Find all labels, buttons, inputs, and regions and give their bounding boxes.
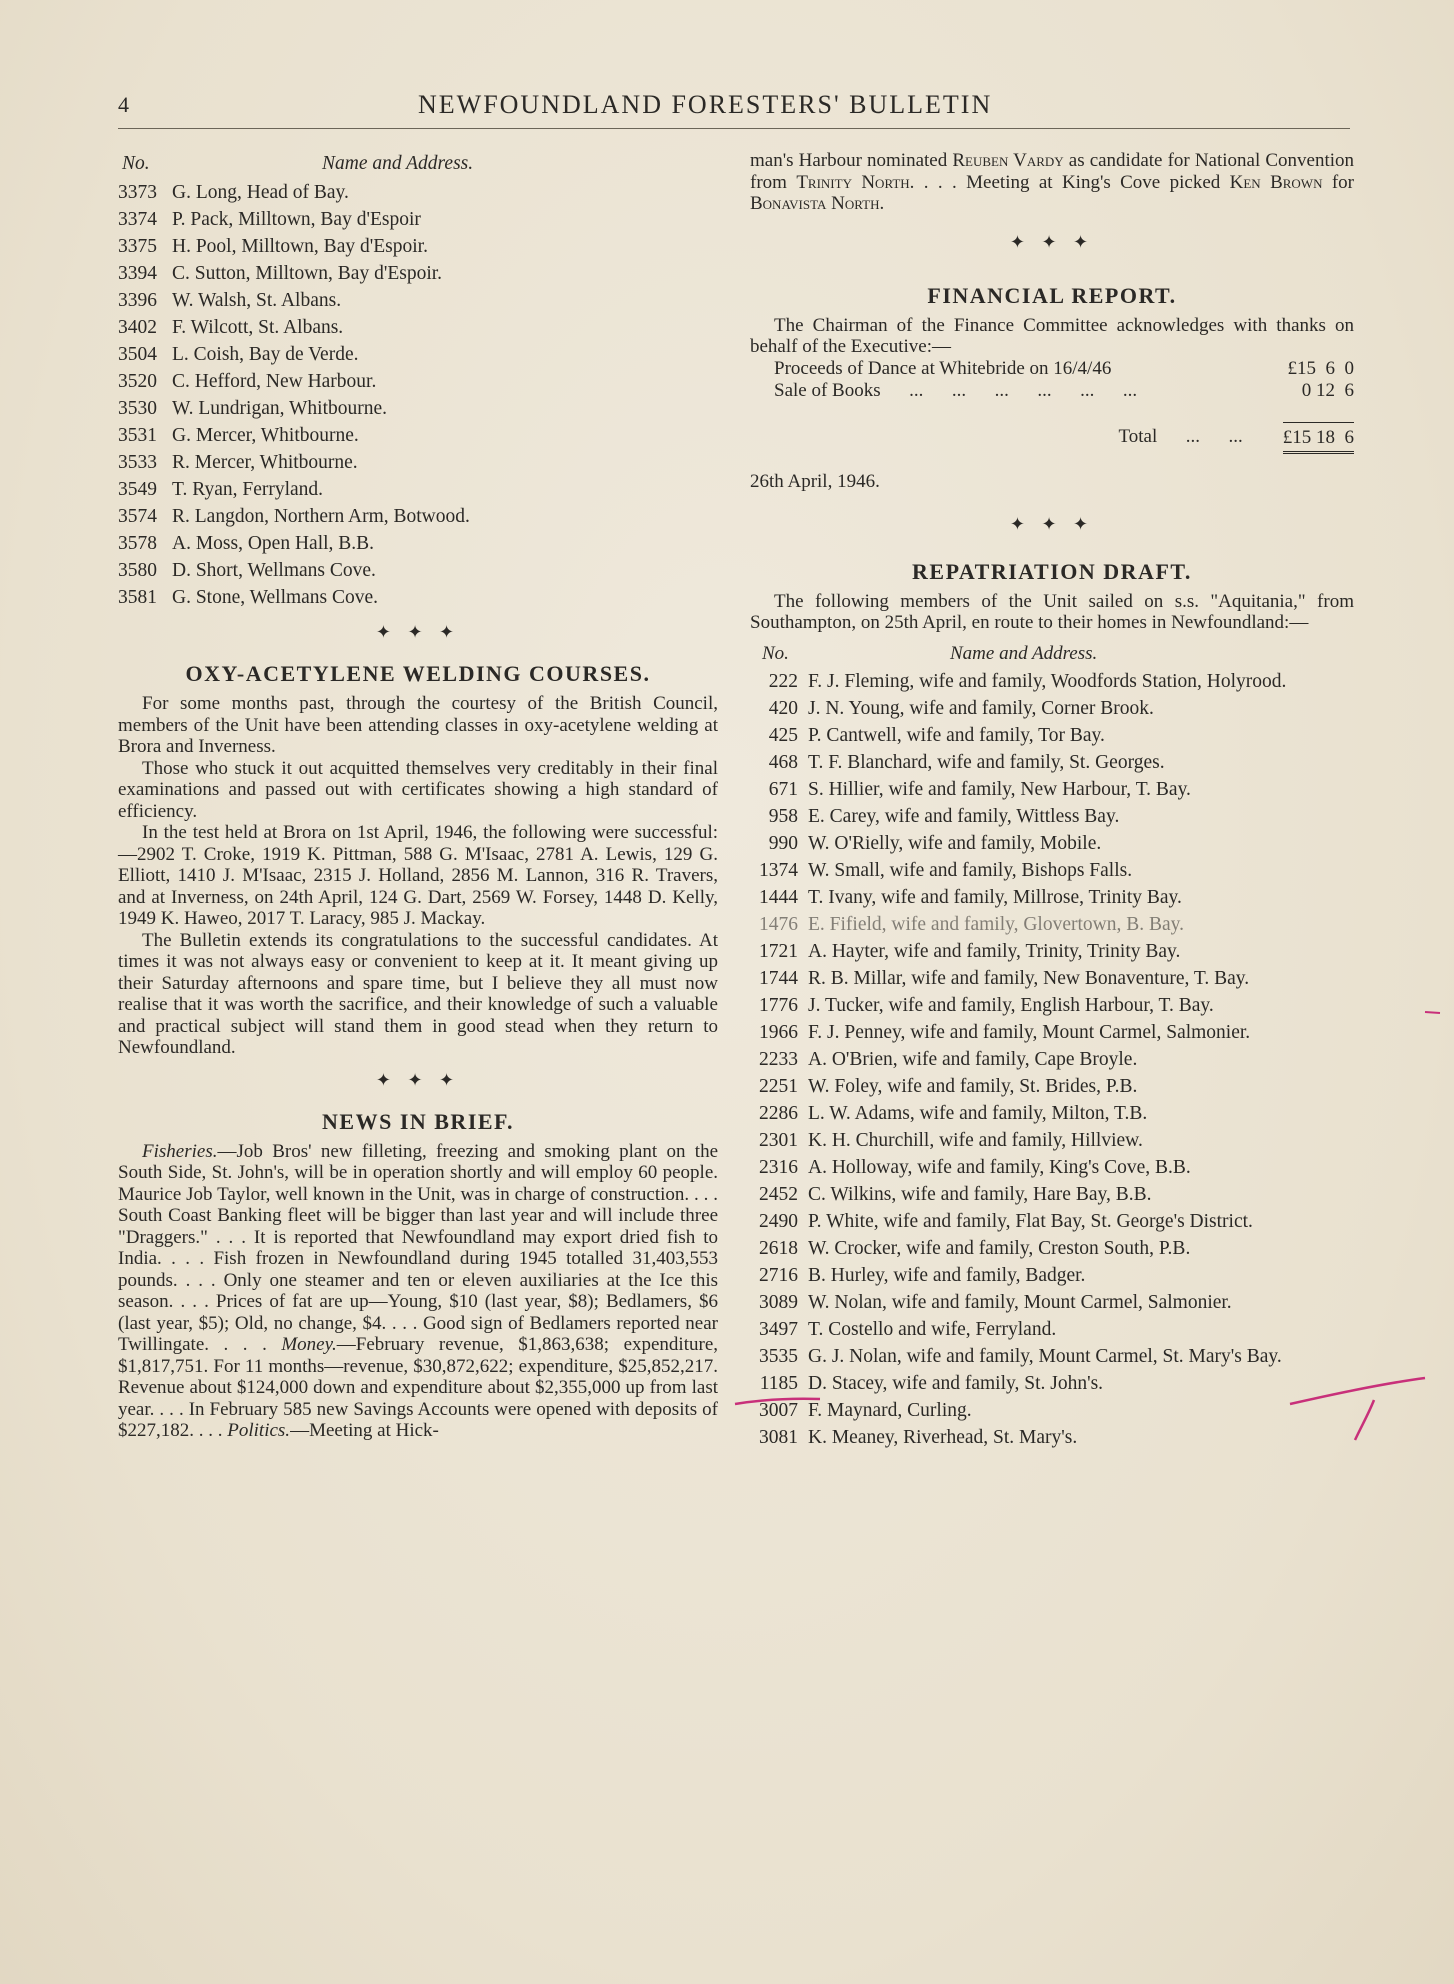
member-number: 2286 — [759, 1102, 798, 1124]
list-item — [750, 1292, 1354, 1314]
list-item — [118, 422, 718, 449]
member-number: 2618 — [759, 1237, 798, 1259]
member-number: 1185 — [759, 1372, 798, 1394]
member-number: 3530 — [118, 398, 157, 419]
member-number: 468 — [768, 751, 798, 773]
member-name-address: L. Coish, Bay de Verde. — [172, 344, 359, 365]
list-item — [750, 1022, 1354, 1044]
line-amount: £15 6 0 — [1287, 357, 1354, 379]
member-number: 1776 — [759, 994, 798, 1016]
repatriation-list — [750, 671, 1354, 1449]
welding-paragraph-4: The Bulletin extends its congratulations to the successful candidates. At times it was not always easy or convenient to keep at it. It meant giving up their Saturday afternoons and spare time, but I believe they all must now realise that it was worth the sacrifice, and their knowledge of such a valuable and practical subject will stand them in good stead when they return to Newfoundland. — [118, 929, 718, 1058]
list-item — [118, 260, 718, 287]
financial-line-books — [750, 380, 1354, 402]
total-label: Total ... ... — [1118, 425, 1243, 447]
member-number: 222 — [768, 670, 798, 692]
member-name-address: A. Moss, Open Hall, B.B. — [172, 533, 375, 554]
member-name-address: F. Wilcott, St. Albans. — [172, 317, 344, 338]
member-name-address: C. Hefford, New Harbour. — [172, 371, 377, 392]
list-item — [750, 1049, 1354, 1071]
list-item — [750, 1265, 1354, 1287]
member-number: 1374 — [759, 859, 798, 881]
member-name-address: K. H. Churchill, wife and family, Hillview. — [808, 1129, 1143, 1151]
member-number: 3533 — [118, 452, 157, 473]
financial-date: 26th April, 1946. — [750, 470, 880, 492]
member-list-header — [118, 150, 718, 177]
member-name-address: E. Fifield, wife and family, Glovertown, B. Bay. — [808, 913, 1185, 935]
col-no-heading: No. — [762, 642, 789, 664]
member-number: 3396 — [118, 290, 157, 311]
financial-line-dance — [750, 358, 1354, 380]
member-name-address: D. Stacey, wife and family, St. John's. — [808, 1372, 1104, 1394]
member-name-address: D. Short, Wellmans Cove. — [172, 560, 376, 581]
right-column — [750, 150, 1354, 1454]
list-item — [118, 395, 718, 422]
welding-title: OXY-ACETYLENE WELDING COURSES. — [185, 661, 651, 686]
col-name-heading: Name and Address. — [322, 153, 474, 174]
member-name-address: F. J. Fleming, wife and family, Woodfords Station, Holyrood. — [808, 670, 1287, 692]
page-header — [118, 88, 1350, 128]
money-text: —February revenue, $1,863,638; expenditure, $1,817,751. For 11 months—revenue, $30,872,622; expenditure, $25,852,217. Revenue about $124,000 down and expenditure about $2,355,000 up from last year. . . . In February 585 new Savings Accounts were opened with deposits of $227,182. . . . — [118, 1334, 719, 1441]
member-number: 2233 — [759, 1048, 798, 1070]
member-name-address: R. B. Millar, wife and family, New Bonaventure, T. Bay. — [808, 967, 1250, 989]
list-item — [750, 752, 1354, 774]
member-name-address: W. Walsh, St. Albans. — [172, 290, 342, 311]
member-name-address: R. Langdon, Northern Arm, Botwood. — [172, 506, 470, 527]
text-run: . . . . Meeting at King's Cove picked — [909, 171, 1230, 193]
member-number: 3520 — [118, 371, 157, 392]
member-name-address: W. Lundrigan, Whitbourne. — [172, 398, 388, 419]
fisheries-label: Fisheries. — [142, 1140, 218, 1162]
member-number: 1444 — [759, 886, 798, 908]
news-title: NEWS IN BRIEF. — [322, 1108, 514, 1134]
member-number: 3497 — [759, 1318, 798, 1340]
line-amount: 0 12 6 — [1301, 379, 1354, 401]
list-item — [750, 1400, 1354, 1422]
list-item — [118, 179, 718, 206]
member-name-address: T. F. Blanchard, wife and family, St. Georges. — [808, 751, 1165, 773]
politics-continued — [750, 150, 1354, 215]
member-number: 1744 — [759, 967, 798, 989]
member-name-address: J. N. Young, wife and family, Corner Brook. — [808, 697, 1154, 719]
financial-total — [750, 422, 1354, 454]
candidate-name: Reuben Vardy — [952, 150, 1064, 171]
member-name-address: P. Pack, Milltown, Bay d'Espoir — [172, 209, 421, 230]
list-item — [750, 914, 1354, 936]
member-name-address: T. Ivany, wife and family, Millrose, Trinity Bay. — [808, 886, 1182, 908]
list-item — [750, 968, 1354, 990]
separator-stars: ✦ ✦ ✦ — [1009, 513, 1095, 534]
member-number: 3504 — [118, 344, 157, 365]
member-number: 3081 — [759, 1426, 798, 1448]
news-paragraph — [118, 1141, 718, 1442]
member-number: 1721 — [759, 940, 798, 962]
welding-paragraph-3: In the test held at Brora on 1st April, 1946, the following were successful:—2902 T. Croke, 1919 K. Pittman, 588 G. M'Isaac, 2781 A. Lewis, 129 G. Elliott, 1410 J. M'Isaac, 2315 J. Holland, 2856 M. Lannon, 316 R. Travers, and at Inverness, on 24th April, 124 G. Dart, 2569 W. Forsey, 1448 D. Kelly, 1949 K. Haweo, 2017 T. Laracy, 985 J. Mackay. — [118, 822, 718, 929]
list-item — [118, 233, 718, 260]
member-name-address: B. Hurley, wife and family, Badger. — [808, 1264, 1086, 1286]
repatriation-intro: The following members of the Unit sailed on s.s. "Aquitania," from Southampton, on 25th April, en route to their homes in Newfoundland:— — [750, 590, 1354, 633]
financial-title: FINANCIAL REPORT. — [927, 282, 1177, 308]
list-item — [118, 476, 718, 503]
member-number: 2251 — [759, 1075, 798, 1097]
list-item — [750, 1211, 1354, 1233]
list-item — [750, 1130, 1354, 1152]
col-no-heading: No. — [122, 153, 150, 174]
member-name-address: P. Cantwell, wife and family, Tor Bay. — [808, 724, 1105, 746]
money-label: Money. — [281, 1334, 337, 1355]
member-number: 3578 — [118, 533, 157, 554]
col-name-heading: Name and Address. — [950, 642, 1098, 664]
welding-paragraph-1: For some months past, through the courtesy of the British Council, members of the Unit have been attending classes in oxy-acetylene welding at Brora and Inverness. — [118, 693, 718, 757]
member-name-address: G. Stone, Wellmans Cove. — [172, 587, 379, 608]
politics-text: —Meeting at Hick- — [290, 1420, 439, 1441]
separator-stars: ✦ ✦ ✦ — [1009, 231, 1095, 252]
pen-tick — [1355, 1400, 1374, 1440]
pen-dash — [1425, 1012, 1440, 1013]
list-item — [750, 1076, 1354, 1098]
member-number: 3402 — [118, 317, 157, 338]
welding-paragraph-2: Those who stuck it out acquitted themselves very creditably in their final examinations and passed out with certificates showing a high standard of efficiency. — [118, 757, 718, 822]
member-number: 1476 — [759, 913, 798, 935]
list-item — [750, 1184, 1354, 1206]
list-item — [750, 725, 1354, 747]
member-number: 3535 — [759, 1345, 798, 1367]
text-run: as candidate for National Convention from — [750, 150, 1355, 193]
list-item — [750, 941, 1354, 963]
member-number: 671 — [768, 778, 798, 800]
list-item — [750, 833, 1354, 855]
member-number: 3581 — [118, 587, 157, 608]
member-name-address: C. Sutton, Milltown, Bay d'Espoir. — [172, 263, 443, 284]
list-item — [750, 1238, 1354, 1260]
page-number: 4 — [118, 92, 129, 117]
repatriation-list-header — [750, 640, 1354, 667]
list-item — [750, 1373, 1354, 1395]
list-item — [750, 779, 1354, 801]
list-item — [118, 449, 718, 476]
list-item — [750, 806, 1354, 828]
list-item — [750, 1346, 1354, 1368]
line-label: Proceeds of Dance at Whitebride on 16/4/46 — [774, 357, 1112, 379]
member-list — [118, 179, 718, 611]
member-number: 3549 — [118, 479, 157, 500]
member-number: 2452 — [759, 1183, 798, 1205]
text-run: man's Harbour nominated — [750, 150, 953, 171]
member-name-address: A. Holloway, wife and family, King's Cove, B.B. — [808, 1156, 1191, 1178]
member-number: 3089 — [759, 1291, 798, 1313]
list-item — [750, 671, 1354, 693]
district-name: Bonavista North — [750, 193, 880, 214]
member-number: 2301 — [759, 1129, 798, 1151]
member-number: 3531 — [118, 425, 157, 446]
district-name: Trinity North — [796, 171, 910, 193]
member-number: 2490 — [759, 1210, 798, 1232]
member-number: 990 — [768, 832, 798, 854]
member-name-address: G. Mercer, Whitbourne. — [172, 425, 359, 446]
member-name-address: F. J. Penney, wife and family, Mount Carmel, Salmonier. — [808, 1021, 1251, 1043]
member-name-address: T. Ryan, Ferryland. — [172, 479, 324, 500]
list-item — [750, 995, 1354, 1017]
member-name-address: K. Meaney, Riverhead, St. Mary's. — [808, 1426, 1078, 1448]
list-item — [118, 368, 718, 395]
list-item — [118, 530, 718, 557]
member-name-address: A. O'Brien, wife and family, Cape Broyle. — [808, 1048, 1138, 1070]
repatriation-title: REPATRIATION DRAFT. — [912, 558, 1192, 584]
member-name-address: T. Costello and wife, Ferryland. — [808, 1318, 1057, 1340]
list-item — [118, 314, 718, 341]
list-item — [118, 341, 718, 368]
list-item — [118, 287, 718, 314]
member-name-address: W. Foley, wife and family, St. Brides, P.B. — [808, 1075, 1138, 1097]
member-number: 958 — [768, 805, 798, 827]
fisheries-text: —Job Bros' new filleting, freezing and smoking plant on the South Side, St. John's, will be in operation shortly and will employ 60 people. Maurice Job Taylor, well known in the Unit, was in charge of construction. . . . South Coast Banking fleet will be bigger than last year and will include three "Draggers." . . . It is reported that Newfoundland may export dried fish to India. . . . Fish frozen in Newfoundland during 1945 totalled 31,403,553 pounds. . . . Only one steamer and ten or eleven auxiliaries at the Ice this season. . . . Prices of fat are up—Young, $10 (last year, $8); Bedlamers, $6 (last year, $5); Old, no change, $4. . . . Good sign of Bedlamers reported near Twillingate. . . . — [118, 1140, 718, 1355]
list-item — [750, 1157, 1354, 1179]
candidate-name: Ken Brown — [1229, 171, 1323, 193]
separator-stars: ✦ ✦ ✦ — [375, 622, 461, 642]
list-item — [118, 584, 718, 611]
member-number: 3574 — [118, 506, 157, 527]
member-number: 3375 — [118, 236, 157, 257]
member-name-address: W. Small, wife and family, Bishops Falls. — [808, 859, 1133, 881]
politics-label: Politics. — [227, 1420, 291, 1441]
member-name-address: F. Maynard, Curling. — [808, 1399, 972, 1421]
list-item — [118, 206, 718, 233]
member-number: 3373 — [118, 182, 157, 203]
text-run: . — [879, 193, 885, 214]
member-name-address: W. Crocker, wife and family, Creston South, P.B. — [808, 1237, 1191, 1259]
member-name-address: W. Nolan, wife and family, Mount Carmel, Salmonier. — [808, 1291, 1232, 1313]
financial-intro: The Chairman of the Finance Committee acknowledges with thanks on behalf of the Executive:— — [750, 314, 1354, 357]
member-name-address: W. O'Rielly, wife and family, Mobile. — [808, 832, 1102, 854]
member-name-address: P. White, wife and family, Flat Bay, St. George's District. — [808, 1210, 1253, 1232]
running-title: NEWFOUNDLAND FORESTERS' BULLETIN — [418, 90, 993, 119]
member-number: 3374 — [118, 209, 157, 230]
list-item — [118, 557, 718, 584]
member-name-address: G. J. Nolan, wife and family, Mount Carmel, St. Mary's Bay. — [808, 1345, 1282, 1367]
member-name-address: C. Wilkins, wife and family, Hare Bay, B.B. — [808, 1183, 1152, 1205]
member-name-address: J. Tucker, wife and family, English Harbour, T. Bay. — [808, 994, 1214, 1016]
text-run: for — [1322, 171, 1354, 193]
member-name-address: S. Hillier, wife and family, New Harbour, T. Bay. — [808, 778, 1191, 800]
list-item — [118, 503, 718, 530]
member-number: 1966 — [759, 1021, 798, 1043]
member-name-address: E. Carey, wife and family, Wittless Bay. — [808, 805, 1120, 827]
member-name-address: G. Long, Head of Bay. — [172, 182, 349, 203]
member-number: 2716 — [759, 1264, 798, 1286]
list-item — [750, 1427, 1354, 1449]
member-name-address: A. Hayter, wife and family, Trinity, Trinity Bay. — [808, 940, 1181, 962]
list-item — [750, 860, 1354, 882]
member-number: 2316 — [759, 1156, 798, 1178]
member-name-address: R. Mercer, Whitbourne. — [172, 452, 358, 473]
separator-stars: ✦ ✦ ✦ — [375, 1069, 461, 1090]
member-number: 3007 — [759, 1399, 798, 1421]
member-number: 425 — [768, 724, 798, 746]
header-rule — [118, 128, 1350, 129]
list-item — [750, 698, 1354, 720]
left-column — [118, 150, 718, 1442]
line-label: Sale of Books ... ... ... ... ... ... — [774, 379, 1138, 401]
list-item — [750, 887, 1354, 909]
member-number: 3394 — [118, 263, 157, 284]
member-number: 3580 — [118, 560, 157, 581]
member-name-address: H. Pool, Milltown, Bay d'Espoir. — [172, 236, 428, 257]
total-amount: £15 18 6 — [1283, 422, 1354, 454]
list-item — [750, 1103, 1354, 1125]
member-number: 420 — [768, 697, 798, 719]
list-item — [750, 1319, 1354, 1341]
member-name-address: L. W. Adams, wife and family, Milton, T.B. — [808, 1102, 1148, 1124]
